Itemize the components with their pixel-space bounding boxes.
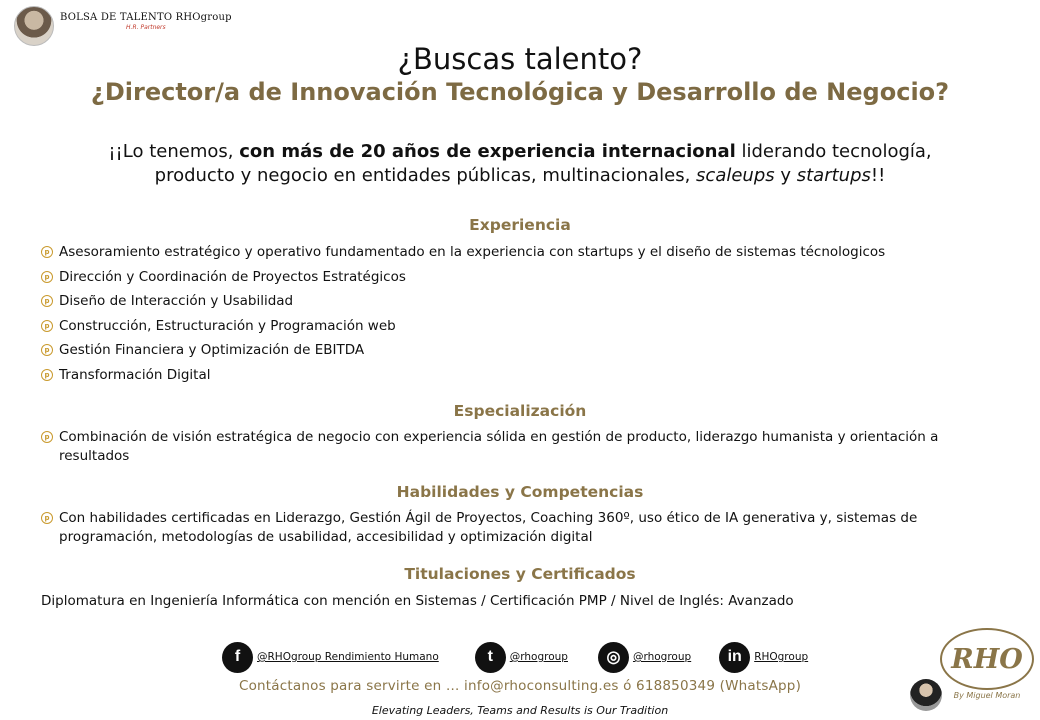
intro-mid: liderando tecnología, producto y negocio en entidades públicas, multinacionales, <box>154 141 932 186</box>
page-subtitle: ¿Director/a de Innovación Tecnológica y Desarrollo de Negocio? <box>90 78 950 106</box>
section-title-titulaciones: Titulaciones y Certificados <box>404 565 636 583</box>
especializacion-list <box>41 428 971 466</box>
intro-scaleups: scaleups <box>696 165 775 186</box>
habilidades-list <box>41 509 971 547</box>
list-item-text: Dirección y Coordinación de Proyectos Estratégicos <box>59 268 406 285</box>
section-title-experiencia: Experiencia <box>469 216 571 234</box>
social-label[interactable]: RHOgroup <box>754 651 809 663</box>
list-item <box>41 366 971 385</box>
bullet-icon: p <box>41 344 53 356</box>
list-item <box>41 243 971 262</box>
list-item <box>41 509 971 547</box>
list-item-text: Combinación de visión estratégica de negocio con experiencia sólida en gestión de producto, liderazgo humanista y orientación a resultados <box>59 429 939 464</box>
instagram-icon[interactable]: ◎ <box>598 642 629 673</box>
list-item-text: Construcción, Estructuración y Programación web <box>59 317 396 334</box>
bullet-icon: p <box>41 369 53 381</box>
social-linkedin[interactable] <box>719 642 808 673</box>
intro-pre: ¡¡Lo tenemos, <box>108 141 240 162</box>
social-label[interactable]: @rhogroup <box>509 651 568 663</box>
list-item <box>41 268 971 287</box>
bullet-icon: p <box>41 271 53 283</box>
brand-avatar <box>14 6 54 46</box>
facebook-icon[interactable]: f <box>222 642 253 673</box>
contact-line: Contáctanos para servirte en … info@rhoconsulting.es ó 618850349 (WhatsApp) <box>238 678 802 694</box>
social-label[interactable]: @RHOgroup Rendimiento Humano <box>257 651 439 663</box>
rho-logo-text: RHO <box>951 643 1023 675</box>
experiencia-list <box>41 243 971 385</box>
section-title-especializacion: Especialización <box>453 402 587 420</box>
intro-end: !! <box>870 165 886 186</box>
social-twitter[interactable] <box>475 642 568 673</box>
list-item-text: Con habilidades certificadas en Liderazgo, Gestión Ágil de Proyectos, Coaching 360º, uso ético de IA generativa y, sistemas de programación, metodologías de usabilidad, accesibilidad y optimización digital <box>59 510 918 545</box>
bullet-icon: p <box>41 512 53 524</box>
intro-and: y <box>774 165 797 186</box>
page-title: ¿Buscas talento? <box>397 42 643 76</box>
bullet-icon: p <box>41 320 53 332</box>
brand-text <box>60 12 232 31</box>
linkedin-icon[interactable]: in <box>719 642 750 673</box>
social-facebook[interactable] <box>222 642 439 673</box>
brand-header <box>14 5 232 47</box>
list-item <box>41 292 971 311</box>
person-photo <box>910 679 942 711</box>
brand-subtitle: H.R. Partners <box>126 23 166 31</box>
intro-bold: con más de 20 años de experiencia internacional <box>239 141 736 162</box>
bullet-icon: p <box>41 246 53 258</box>
social-instagram[interactable] <box>598 642 691 673</box>
intro-paragraph <box>70 140 970 188</box>
twitter-icon[interactable]: t <box>475 642 506 673</box>
rho-logo <box>940 628 1034 690</box>
list-item-text: Gestión Financiera y Optimización de EBITDA <box>59 342 365 358</box>
bullet-icon: p <box>41 295 53 307</box>
intro-startups: startups <box>796 165 871 186</box>
bullet-icon: p <box>41 431 53 443</box>
rho-logo-byline: By Miguel Moran <box>953 691 1021 700</box>
list-item-text: Transformación Digital <box>59 366 211 383</box>
section-title-habilidades: Habilidades y Competencias <box>396 483 644 501</box>
brand-name: BOLSA DE TALENTO RHOgroup <box>60 11 232 23</box>
list-item <box>41 317 971 336</box>
social-label[interactable]: @rhogroup <box>632 651 692 663</box>
titulaciones-text: Diplomatura en Ingeniería Informática con mención en Sistemas / Certificación PMP / Nivel de Inglés: Avanzado <box>41 593 794 609</box>
social-links <box>222 641 828 673</box>
list-item-text: Diseño de Interacción y Usabilidad <box>59 293 294 309</box>
list-item-text: Asesoramiento estratégico y operativo fundamentado en la experiencia con startups y el diseño de sistemas técnologicos <box>59 244 886 260</box>
list-item <box>41 341 971 360</box>
tagline: Elevating Leaders, Teams and Results is Our Tradition <box>371 704 669 717</box>
list-item <box>41 428 971 466</box>
